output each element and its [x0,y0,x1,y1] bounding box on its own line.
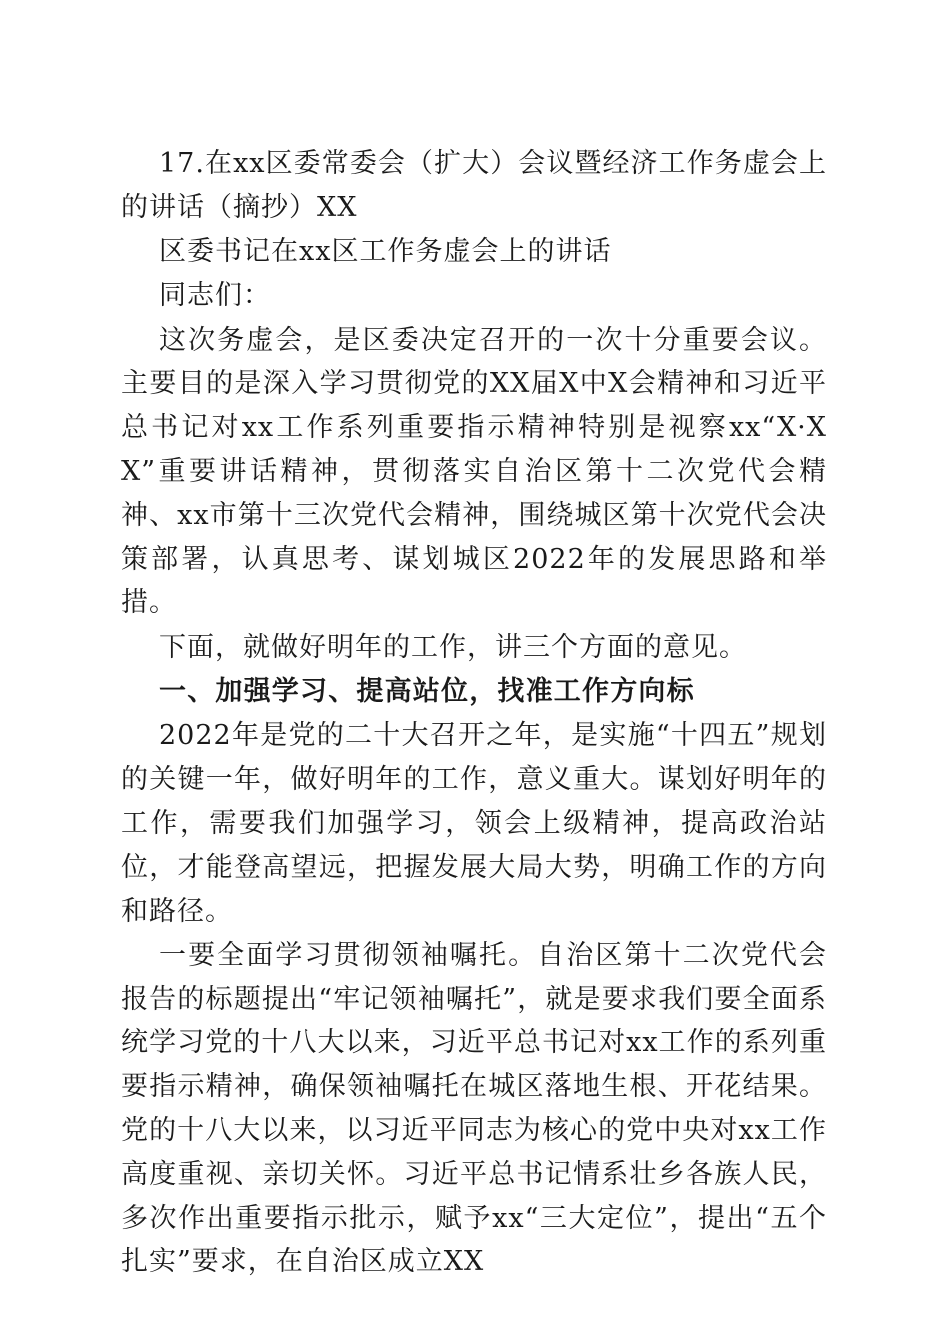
document-body [121,142,827,1285]
body-paragraph: 下面，就做好明年的工作，讲三个方面的意见。 [159,631,747,663]
section-heading: 一、加强学习、提高站位，找准工作方向标 [159,676,695,708]
body-paragraph: 2022年是党的二十大召开之年，是实施“十四五”规划的关键一年，做好明年的工作，意义重大。谋划好明年的工作，需要我们加强学习，领会上级精神，提高政治站位，才能登高望远，把握发展大局大势，明确工作的方向和路径。 [121,720,827,927]
salutation: 同志们： [159,280,271,312]
body-paragraph: 这次务虚会，是区委决定召开的一次十分重要会议。主要目的是深入学习贯彻党的XX届X中X会精神和习近平总书记对xx工作系列重要指示精神特别是视察xx“X·XX”重要讲话精神，贯彻落实自治区第十二次党代会精神、xx市第十三次党代会精神，围绕城区第十次党代会决策部署，认真思考、谋划城区2022年的发展思路和举措。 [121,324,827,619]
speech-subtitle: 区委书记在xx区工作务虚会上的讲话 [159,236,612,268]
document-title: 17.在xx区委常委会（扩大）会议暨经济工作务虚会上的讲话（摘抄）XX [121,148,827,223]
body-paragraph: 一要全面学习贯彻领袖嘱托。自治区第十二次党代会报告的标题提出“牢记领袖嘱托”，就是要求我们要全面系统学习党的十八大以来，习近平总书记对xx工作的系列重要指示精神，确保领袖嘱托在城区落地生根、开花结果。党的十八大以来，以习近平同志为核心的党中央对xx工作高度重视、亲切关怀。习近平总书记情系壮乡各族人民，多次作出重要指示批示，赋予xx“三大定位”，提出“五个扎实”要求，在自治区成立XX [121,939,827,1278]
